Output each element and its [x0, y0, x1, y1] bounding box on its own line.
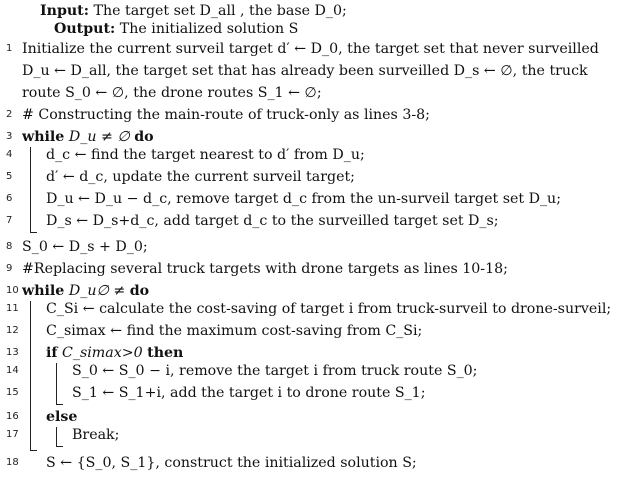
line-number: 17 — [6, 429, 19, 440]
block-bar — [56, 427, 63, 447]
line-text: d′ ← d_c, update the current surveil target; — [46, 169, 355, 185]
line-text: d_c ← find the target nearest to d′ from D_u; — [46, 147, 365, 163]
line-text: C_Si ← calculate the cost-saving of target i from truck-surveil to drone-surveil; — [46, 301, 612, 317]
keyword-while: while — [22, 283, 65, 299]
input-text: The target set D_all , the base D_0; — [93, 3, 347, 19]
line-number: 4 — [6, 149, 13, 160]
output-text: The initialized solution S — [119, 21, 299, 37]
line-text: S_0 ← S_0 − i, remove the target i from truck route S_0; — [72, 363, 478, 379]
block-bar — [30, 147, 37, 233]
line-number: 6 — [6, 193, 13, 204]
line-number: 18 — [6, 457, 19, 468]
line-text: S_0 ← D_s + D_0; — [22, 239, 148, 255]
line-text: S ← {S_0, S_1}, construct the initialized solution S; — [46, 455, 417, 471]
keyword-else: else — [46, 409, 78, 425]
output-line — [54, 20, 298, 38]
line-text: #Replacing several truck targets with drone targets as lines 10-18; — [22, 261, 508, 277]
keyword-if: if — [46, 345, 58, 361]
line-text: D_s ← D_s+d_c, add target d_c to the surveilled target set D_s; — [46, 213, 499, 229]
line-number: 8 — [6, 241, 13, 252]
line-number: 15 — [6, 387, 19, 398]
line-number: 10 — [6, 285, 19, 296]
input-label: Input: — [40, 3, 89, 19]
block-bar — [30, 301, 37, 451]
line-text: C_simax ← find the maximum cost-saving from C_Si; — [46, 323, 423, 339]
line-number: 16 — [6, 411, 19, 422]
line-number: 5 — [6, 171, 13, 182]
line-number: 14 — [6, 365, 19, 376]
line-number: 13 — [6, 347, 19, 358]
loop-condition: D_u∅ ≠ — [68, 283, 126, 299]
keyword-while: while — [22, 129, 65, 145]
line-text: Initialize the current surveil target d′ ← D_0, the target set that never surveilled D_u ← D_all, the target set that has already been surveilled D_s ← ∅, the truck route S_0 ← ∅, the drone routes S_1 ← ∅; — [22, 41, 599, 101]
line-number: 2 — [6, 109, 13, 120]
line-number: 11 — [6, 303, 19, 314]
line-text: Break; — [72, 427, 120, 443]
line-number: 7 — [6, 215, 13, 226]
output-label: Output: — [54, 21, 116, 37]
keyword-do: do — [134, 129, 154, 145]
loop-condition: D_u ≠ ∅ — [68, 129, 130, 145]
line-number: 1 — [6, 43, 13, 54]
line-text: D_u ← D_u − d_c, remove target d_c from the un-surveil target set D_u; — [46, 191, 561, 207]
line-number: 3 — [6, 131, 13, 142]
line-text: # Constructing the main-route of truck-only as lines 3-8; — [22, 107, 430, 123]
block-bar — [56, 363, 63, 405]
if-condition: C_simax>0 — [62, 345, 143, 361]
line-number: 12 — [6, 325, 19, 336]
keyword-do: do — [129, 283, 150, 299]
keyword-then: then — [147, 345, 184, 361]
line-text: S_1 ← S_1+i, add the target i to drone route S_1; — [72, 385, 426, 401]
input-line — [40, 2, 347, 20]
line-number: 9 — [6, 263, 13, 274]
